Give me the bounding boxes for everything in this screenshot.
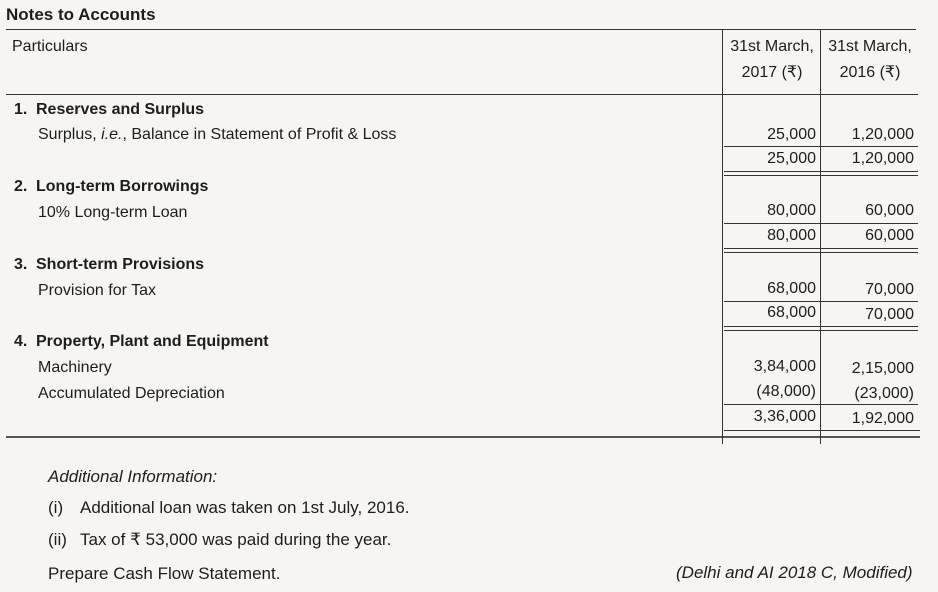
value-2016: 1,20,000 — [851, 126, 914, 143]
line-item-label: Machinery — [38, 359, 112, 376]
total-rule-bottom — [724, 252, 918, 253]
section-heading: 2. Long-term Borrowings — [14, 178, 209, 195]
value-2017: (48,000) — [756, 383, 816, 400]
total-2016: 1,92,000 — [851, 410, 914, 427]
total-2016: 70,000 — [865, 306, 914, 323]
col-2017-header: 31st March, 2017 (₹) — [730, 38, 814, 81]
total-rule-top — [724, 430, 920, 431]
total-rule-bottom — [724, 330, 918, 331]
total-rule-top — [724, 326, 918, 327]
particulars-header: Particulars — [12, 38, 88, 55]
total-2017: 80,000 — [767, 227, 816, 244]
subtotal-rule — [724, 146, 918, 147]
header-bottom-rule — [6, 94, 918, 95]
value-2016: 70,000 — [865, 281, 914, 298]
value-2017: 68,000 — [767, 280, 816, 297]
additional-info-heading: Additional Information: — [48, 467, 218, 486]
value-2017: 3,84,000 — [753, 358, 816, 375]
subtotal-rule — [724, 223, 918, 224]
total-2017: 25,000 — [767, 150, 816, 167]
source-citation: (Delhi and AI 2018 C, Modified) — [676, 563, 913, 582]
subtotal-rule — [724, 301, 918, 302]
total-2016: 60,000 — [865, 227, 914, 244]
info-point: (ii) Tax of ₹ 53,000 was paid during the year. — [48, 530, 392, 549]
section-heading: 4. Property, Plant and Equipment — [14, 333, 269, 350]
value-2017: 25,000 — [767, 126, 816, 143]
total-2016: 1,20,000 — [851, 150, 914, 167]
value-2016: 60,000 — [865, 202, 914, 219]
value-2016: (23,000) — [854, 385, 914, 402]
total-rule-top — [724, 248, 918, 249]
total-2017: 68,000 — [767, 304, 816, 321]
total-2017: 3,36,000 — [753, 408, 816, 425]
line-item-label: 10% Long-term Loan — [38, 204, 188, 221]
section-heading: 1. Reserves and Surplus — [14, 101, 205, 118]
line-item-label: Accumulated Depreciation — [38, 385, 225, 402]
info-point: (i) Additional loan was taken on 1st July, 2016. — [48, 498, 410, 517]
task-text: Prepare Cash Flow Statement. — [48, 564, 281, 583]
subtotal-rule — [724, 404, 918, 405]
table-bottom-rule — [6, 436, 920, 438]
value-2017: 80,000 — [767, 202, 816, 219]
line-item-label: Provision for Tax — [38, 282, 156, 299]
table-top-rule — [6, 29, 916, 30]
column-divider-2 — [820, 29, 821, 444]
line-item-label: Surplus, i.e., Balance in Statement of Profit & Loss — [38, 126, 397, 143]
col-2016-header: 31st March, 2016 (₹) — [828, 38, 912, 81]
page-title: Notes to Accounts — [6, 5, 156, 24]
section-heading: 3. Short-term Provisions — [14, 256, 205, 273]
total-rule-bottom — [724, 175, 918, 176]
total-rule-top — [724, 171, 918, 172]
column-divider-1 — [722, 29, 723, 444]
value-2016: 2,15,000 — [851, 360, 914, 377]
